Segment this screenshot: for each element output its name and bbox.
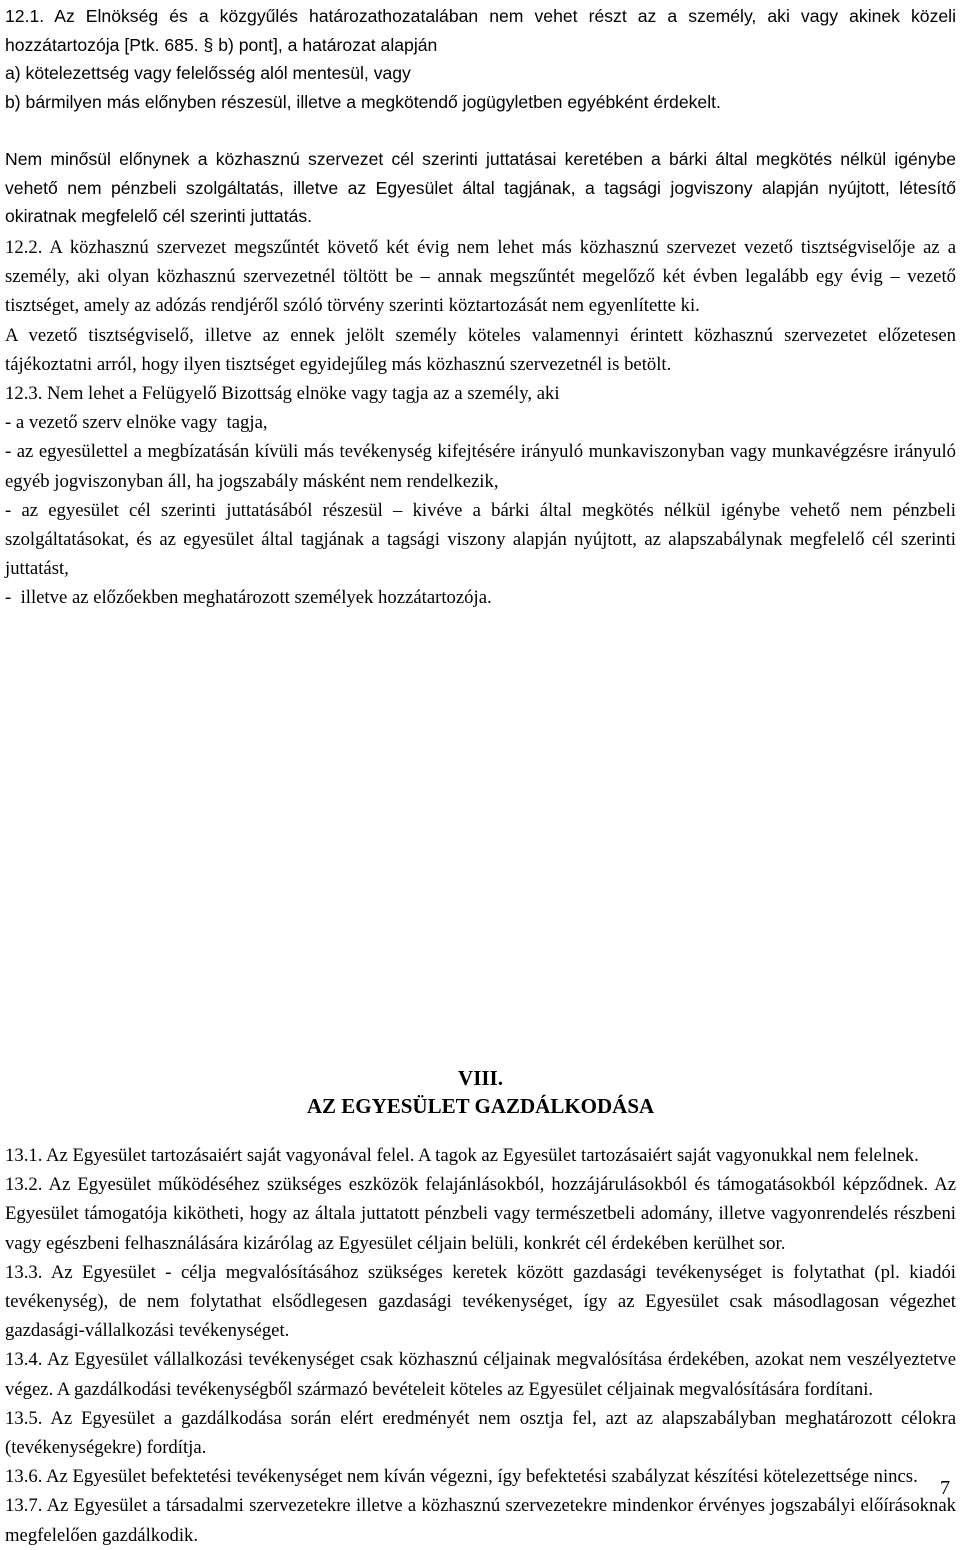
document-page <box>5 0 956 1546</box>
paragraph-12-3-c: - az egyesület cél szerinti juttatásából részesül – kivéve a bárki által megkötés nélkül igénybe vehető nem pénzbeli szolgáltatásokat, és az egyesület által tagjának a tagsági viszony alapján nyújtott, az alapszabálynak megfelelő cél szerinti juttatást, <box>5 499 956 580</box>
paragraph-12-2-b: A vezető tisztségviselő, illetve az ennek jelölt személy köteles valamennyi érintett közhasznú szervezetet előzetesen tájékoztatni arról, hogy ilyen tisztséget egyidejűleg más közhasznú szervezetnél is betölt. <box>5 324 956 375</box>
paragraph-12-1-b: b) bármilyen más előnyben részesül, illetve a megkötendő jogügyletben egyébként érdekelt. <box>5 91 721 112</box>
paragraph-13-3: 13.3. Az Egyesület - célja megvalósításához szükséges keretek között gazdasági tevékenységet is folytathat (pl. kiadói tevékenység), de nem folytathat elsődlegesen gazdasági tevékenységet, így az Egyesület csak másodlagosan végezhet gazdasági-vállalkozási tevékenységet. <box>5 1261 956 1342</box>
paragraph-12-3-b: - az egyesülettel a megbízatásán kívüli más tevékenység kifejtésére irányuló munkaviszonyban vagy munkavégzésre irányuló egyéb jogviszonyban áll, ha jogszabály másként nem rendelkezik, <box>5 441 956 492</box>
chapter-number: VIII. <box>458 1066 503 1090</box>
paragraph-13-4: 13.4. Az Egyesület vállalkozási tevékenységet csak közhasznú céljainak megvalósítása érdekében, azokat nem veszélyeztetve végez. A gazdálkodási tevékenységből származó bevételeit köteles az Egyesület céljainak megvalósítására fordítani. <box>5 1349 956 1400</box>
paragraph-advantage-note: Nem minősül előnynek a közhasznú szervezet cél szerinti juttatásai keretében a bárki által megkötés nélkül igénybe vehető nem pénzbeli szolgáltatás, illetve az Egyesület által tagjának, a tagsági jogviszony alapján nyújtott, létesítő okiratnak megfelelő cél szerinti juttatás. <box>5 149 956 226</box>
section-12-2-12-3 <box>5 233 956 613</box>
section-12-1-note <box>5 145 956 231</box>
paragraph-12-3: 12.3. Nem lehet a Felügyelő Bizottság elnöke vagy tagja az a személy, aki <box>5 383 560 405</box>
paragraph-12-3-d: - illetve az előzőekben meghatározott személyek hozzátartozója. <box>5 587 492 609</box>
paragraph-13-7: 13.7. Az Egyesület a társadalmi szervezetekre illetve a közhasznú szervezetekre mindenkor érvényes jogszabályi előírásoknak megfelelően gazdálkodik. <box>5 1495 956 1546</box>
page-number: 7 <box>940 1477 950 1499</box>
section-12-1 <box>5 2 956 116</box>
paragraph-12-2: 12.2. A közhasznú szervezet megszűntét követő két évig nem lehet más közhasznú szervezet vezető tisztségviselője az a személy, aki olyan közhasznú szervezetnél töltött be – annak megszűntét megelőző két évben legalább egy évig – vezető tisztséget, amely az adózás rendjéről szóló törvény szerinti köztartozását nem egyenlítette ki. <box>5 237 956 317</box>
paragraph-13-5: 13.5. Az Egyesület a gazdálkodása során elért eredményét nem osztja fel, azt az alapszabályban meghatározott célokra (tevékenységekre) fordítja. <box>5 1407 956 1459</box>
paragraph-13-6: 13.6. Az Egyesület befektetési tevékenységet nem kíván végezni, így befektetési szabályzat készítési kötelezettsége nincs. <box>5 1466 918 1488</box>
paragraph-12-1-a: a) kötelezettség vagy felelősség alól mentesül, vagy <box>5 63 411 83</box>
paragraph-13-1: 13.1. Az Egyesület tartozásaiért saját vagyonával felel. A tagok az Egyesület tartozásaiért saját vagyonukkal nem felelnek. <box>5 1145 919 1166</box>
section-13 <box>5 1141 956 1550</box>
paragraph-12-1: 12.1. Az Elnökség és a közgyűlés határozathozatalában nem vehet részt az a személy, aki vagy akinek közeli hozzátartozója [Ptk. 685. § b) pont], a határozat alapján <box>5 6 956 55</box>
paragraph-13-2: 13.2. Az Egyesület működéséhez szükséges eszközök felajánlásokból, hozzájárulásokból és támogatásokból képződnek. Az Egyesület támogatója kikötheti, hogy az általa juttatott pénzbeli vagy természetbeli adomány, illetve vagyonrendelés részbeni vagy egészbeni felhasználására kizárólag az Egyesület céljain belüli, konkrét cél érdekében kerülhet sor. <box>5 1174 956 1254</box>
paragraph-12-3-a: - a vezető szerv elnöke vagy tagja, <box>5 412 268 434</box>
chapter-title: AZ EGYESÜLET GAZDÁLKODÁSA <box>306 1094 655 1118</box>
